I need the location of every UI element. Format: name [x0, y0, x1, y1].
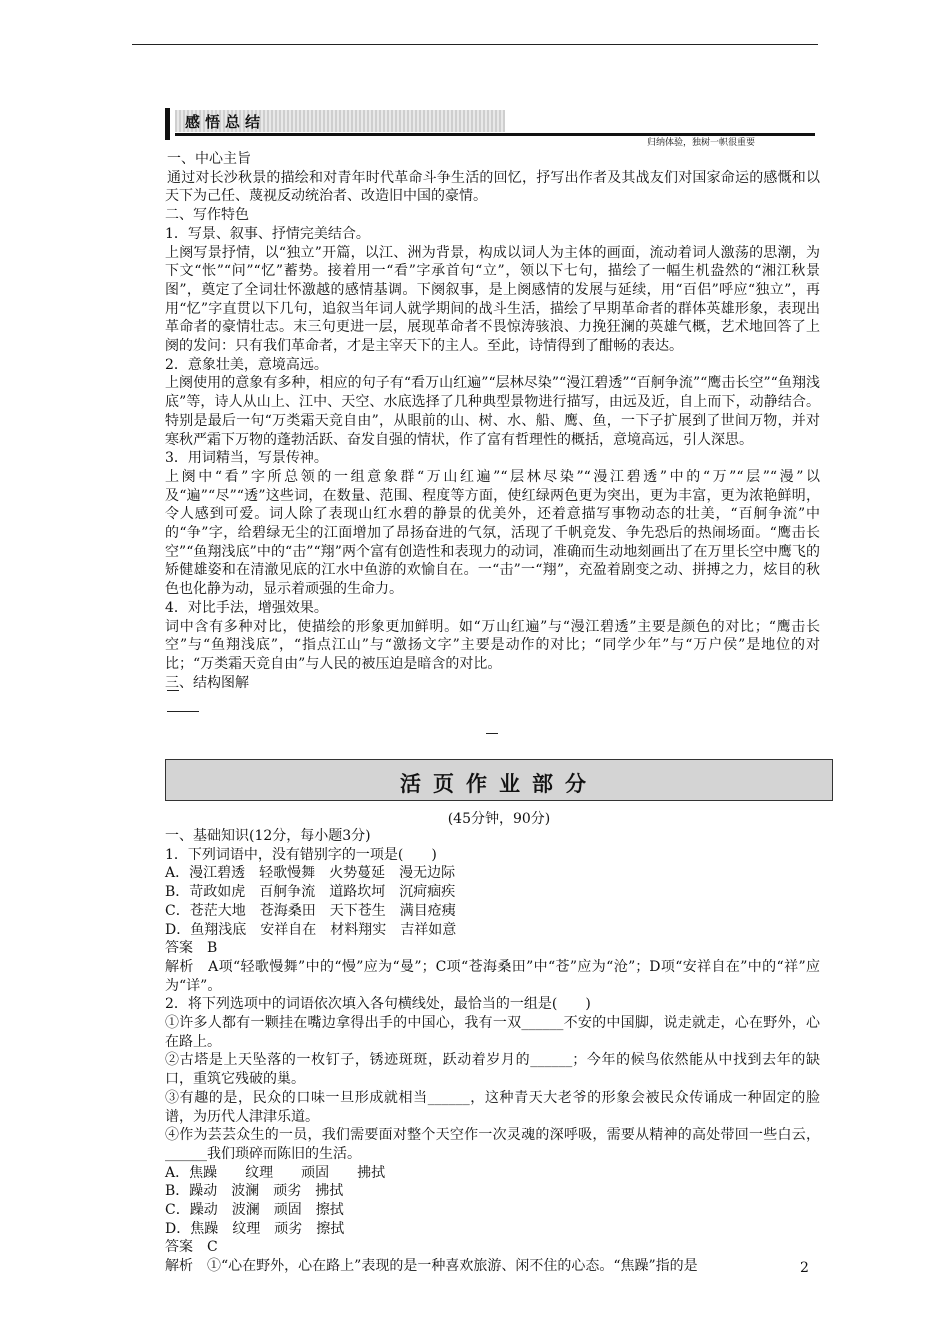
option-line: D．鱼翔浅底 安祥自在 材料翔实 吉祥如意 [165, 921, 457, 938]
option-line: A．焦躁 纹理 顽固 拂拭 [165, 1164, 386, 1181]
option-line: D．焦躁 纹理 顽劣 擦拭 [165, 1220, 345, 1237]
option-line: C．躁动 波澜 顽固 擦拭 [165, 1202, 344, 1219]
summary-paragraph: 上阕中“看”字所总领的一组意象群“万山红遍”“层林尽染”“漫江碧透”中的“万”“层”“漫”以及“遍”“尽”“透”这些词，在数量、范围、程度等方面，使红绿两色更为突出，更为丰富，更为浓艳鲜明，令人感到可爱。词人除了表现山红水碧的静景的优美外，还着意描写事物动态的壮美，“百舸争流”中的“争”字，给碧绿无尘的江面增加了昂扬奋进的气氛，活现了千帆竞发、争先恐后的热闹场面。“鹰击长空”“鱼翔浅底”中的“击”“翔”两个富有创造性和表现力的动词，准确而生动地刻画出了在万里长空中鹰飞的矫健雄姿和在清澈见底的江水中鱼游的欢愉自在。一“击”一“翔”，充盈着剧变之动、拼搏之力，炫目的秋色也化静为动，显示着顽强的生命力。 [165, 468, 820, 598]
exercise-title: 活页作业部分 [400, 772, 598, 796]
top-rule [132, 44, 818, 45]
option-line: B．躁动 波澜 顽劣 拂拭 [165, 1183, 344, 1200]
exercise-line: ③有趣的是，民众的口味一旦形成就相当______，这种青天大老爷的形象会被民众传诵成一种固定的脸谱，为历代人津津乐道。 [165, 1089, 820, 1125]
exercise-line: ④作为芸芸众生的一员，我们需要面对整个天空作一次灵魂的深呼吸，需要从精神的高处带回一些白云，______我们琐碎而陈旧的生活。 [165, 1127, 820, 1162]
section-title: 感悟总结 [185, 113, 266, 131]
structure-diagram-mark [486, 733, 498, 734]
summary-paragraph: 上阕使用的意象有多种，相应的句子有“看万山红遍”“层林尽染”“漫江碧透”“百舸争流”“鹰击长空”“鱼翔浅底”等，诗人从山上、江中、天空、水底选择了几种典型景物进行描写，由远及近，自上而下，动静结合。特别是最后一句“万类霜天竞自由”，从眼前的山、树、水、船、鹰、鱼，一下子扩展到了世间万物，并对寒秋严霜下万物的蓬勃活跃、奋发自强的情状，作了富有哲理性的概括，意境高远，引人深思。 [165, 375, 820, 448]
exercise-title-box [165, 759, 833, 801]
summary-subheading: 3．用词精当，写景传神。 [165, 450, 328, 467]
exercise-body [165, 827, 820, 1276]
summary-heading-1: 一、中心主旨 [167, 151, 251, 167]
summary-paragraph: 上阕写景抒情，以“独立”开篇，以江、洲为背景，构成以词人为主体的画面，流动着词人激荡的思潮，为下文“怅”“问”“忆”蓄势。接着用一“看”字承首句“立”，领以下七句，描绘了一幅生机盎然的“湘江秋景图”，奠定了全词壮怀激越的感情基调。下阕叙事，是上阕感情的发展与延续，用“百侣”呼应“独立”，再用“忆”字直贯以下几句，追叙当年词人就学期间的战斗生活，描绘了早期革命者的群体英雄形象，表现出革命者的豪情壮志。末三句更进一层，展现革命者不畏惊涛骇浪、力挽狂澜的英雄气概，艺术地回答了上阕的发问：只有我们革命者，才是主宰天下的主人。至此，诗情得到了酣畅的表达。 [165, 244, 820, 355]
exercise-line: 2．将下列选项中的词语依次填入各句横线处，最恰当的一组是( ) [165, 996, 591, 1013]
option-line: B．苛政如虎 百舸争流 道路坎坷 沉疴痼疾 [165, 884, 456, 901]
exercise-line: 一、基础知识(12分，每小题3分) [165, 828, 371, 844]
option-line: C．苍茫大地 苍海桑田 天下苍生 满目疮痍 [165, 902, 456, 919]
banner-bar [165, 108, 170, 140]
summary-heading-3: 三、结构图解 [165, 674, 249, 691]
structure-diagram-mark [167, 690, 179, 691]
section-banner [165, 108, 817, 148]
explanation-line: 解析 A项“轻歌慢舞”中的“慢”应为“曼”；C项“苍海桑田”中“苍”应为“沧”；D项“安祥自在”中的“祥”应为“详”。 [165, 958, 820, 994]
summary-paragraph: 通过对长沙秋景的描绘和对青年时代革命斗争生活的回忆，抒写出作者及其战友们对国家命运的感慨和以天下为己任、蔑视反动统治者、改造旧中国的豪情。 [165, 169, 820, 205]
summary-subheading: 4．对比手法，增强效果。 [165, 599, 328, 616]
summary-subheading: 1．写景、叙事、抒情完美结合。 [165, 225, 370, 242]
section-subtitle: 归纳体验，独树一帜很重要 [646, 138, 755, 148]
answer-line: 答案 B [165, 940, 218, 957]
exercise-time-info: (45分钟，90分) [447, 811, 551, 827]
summary-heading-2: 二、写作特色 [165, 207, 249, 224]
summary-paragraph: 词中含有多种对比，使描绘的形象更加鲜明。如“万山红遍”与“漫江碧透”主要是颜色的对比；“鹰击长空”与“鱼翔浅底”，“指点江山”与“激扬文字”主要是动作的对比；“同学少年”与“万户侯”是地位的对比；“万类霜天竞自由”与人民的被压迫是暗含的对比。 [165, 618, 820, 672]
answer-line: 答案 C [165, 1239, 218, 1256]
explanation-line: 解析 ①“心在野外，心在路上”表现的是一种喜欢旅游、闲不住的心态。“焦躁”指的是 [165, 1258, 698, 1275]
exercise-line: 1．下列词语中，没有错别字的一项是( ) [165, 846, 437, 863]
summary-subheading: 2．意象壮美，意境高远。 [165, 356, 328, 373]
option-line: A．漫江碧透 轻歌慢舞 火势蔓延 漫无边际 [165, 865, 456, 882]
structure-diagram-mark [167, 711, 199, 712]
exercise-line: ②古塔是上天坠落的一枚钉子，锈迹斑斑，跃动着岁月的______；今年的候鸟依然能从中找到去年的缺口，重筑它残破的巢。 [165, 1052, 820, 1088]
exercise-line: ①许多人都有一颗挂在嘴边拿得出手的中国心，我有一双______不安的中国脚，说走就走，心在野外，心在路上。 [165, 1015, 820, 1050]
page-number: 2 [800, 1260, 809, 1276]
summary-body [165, 150, 820, 692]
